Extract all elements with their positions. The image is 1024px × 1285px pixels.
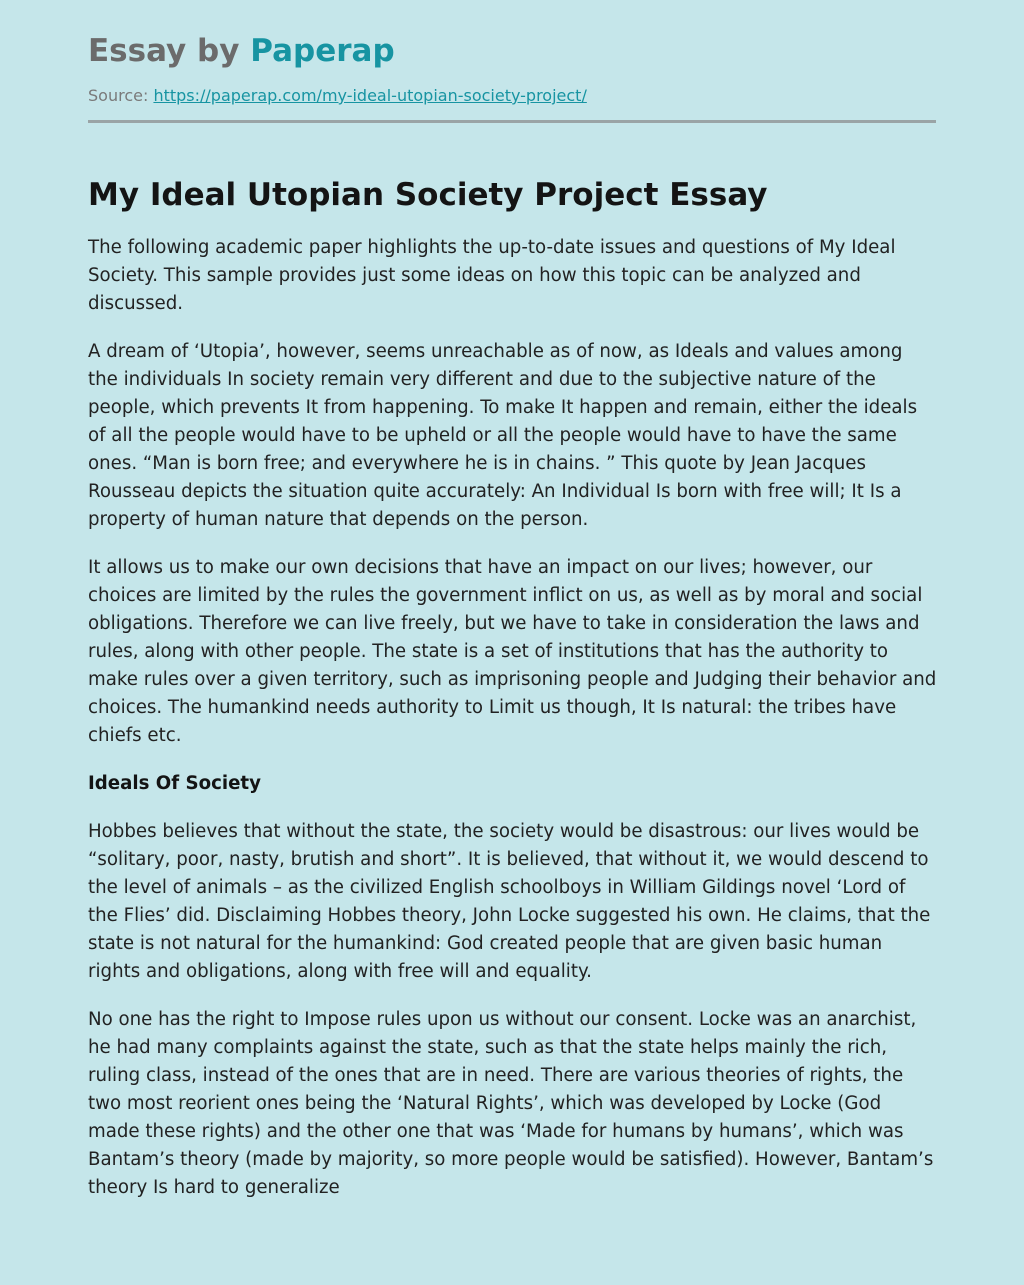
paragraph-2: A dream of ‘Utopia’, however, seems unreachable as of now, as Ideals and values among the individuals In society remain very different and due to the subjective nature of the people, which prevents It from happening. To make It happen and remain, either the ideals of all the people would have to be upheld or all the people would have to have the same ones. “Man is born free; and everywhere he is in chains. ” This quote by Jean Jacques Rousseau depicts the situation quite accurately: An Individual Is born with free will; It Is a property of human nature that depends on the person. — [88, 341, 918, 530]
article — [88, 175, 936, 1202]
source-link[interactable]: https://paperap.com/my-ideal-utopian-society-project/ — [153, 86, 587, 105]
source-line — [88, 85, 936, 107]
header-divider — [88, 120, 936, 123]
paragraph-5: No one has the right to Impose rules upon us without our consent. Locke was an anarchist, he had many complaints against the state, such as that the state helps mainly the rich, ruling class, instead of the ones that are in need. There are various theories of rights, the two most reorient ones being the ‘Natural Rights’, which was developed by Locke (God made these rights) and the other one that was ‘Made for humans by humans’, which was Bantam’s theory (made by majority, so more people would be satisfied). However, Bantam’s theory Is hard to generalize — [88, 1009, 934, 1198]
section-heading: Ideals Of Society — [88, 773, 261, 794]
paragraph-4: Hobbes believes that without the state, the society would be disastrous: our lives would be “solitary, poor, nasty, brutish and short”. It is believed, that without it, we would descend to the level of animals – as the civilized English schoolboys in William Gildings novel ‘Lord of the Flies’ did. Disclaiming Hobbes theory, John Locke suggested his own. He claims, that the state is not natural for the humankind: God created people that are given basic human rights and obligations, along with free will and equality. — [88, 821, 931, 982]
brand-prefix: Essay by — [88, 33, 251, 69]
paragraph-3: It allows us to make our own decisions that have an impact on our lives; however, our choices are limited by the rules the government inflict on us, as well as by moral and social obligations. Therefore we can live freely, but we have to take in consideration the laws and rules, along with other people. The state is a set of institutions that has the authority to make rules over a given territory, such as imprisoning people and Judging their behavior and choices. The humankind needs authority to Limit us though, It Is natural: the tribes have chiefs etc. — [88, 557, 937, 746]
site-header — [88, 31, 936, 123]
article-body — [88, 234, 938, 1202]
article-title: My Ideal Utopian Society Project Essay — [88, 177, 768, 213]
brand-logo — [88, 31, 936, 71]
brand-name: Paperap — [250, 33, 395, 69]
paragraph-1: The following academic paper highlights the up-to-date issues and questions of My Ideal Society. This sample provides just some ideas on how this topic can be analyzed and discussed. — [88, 237, 896, 314]
source-label: Source: — [88, 86, 149, 105]
